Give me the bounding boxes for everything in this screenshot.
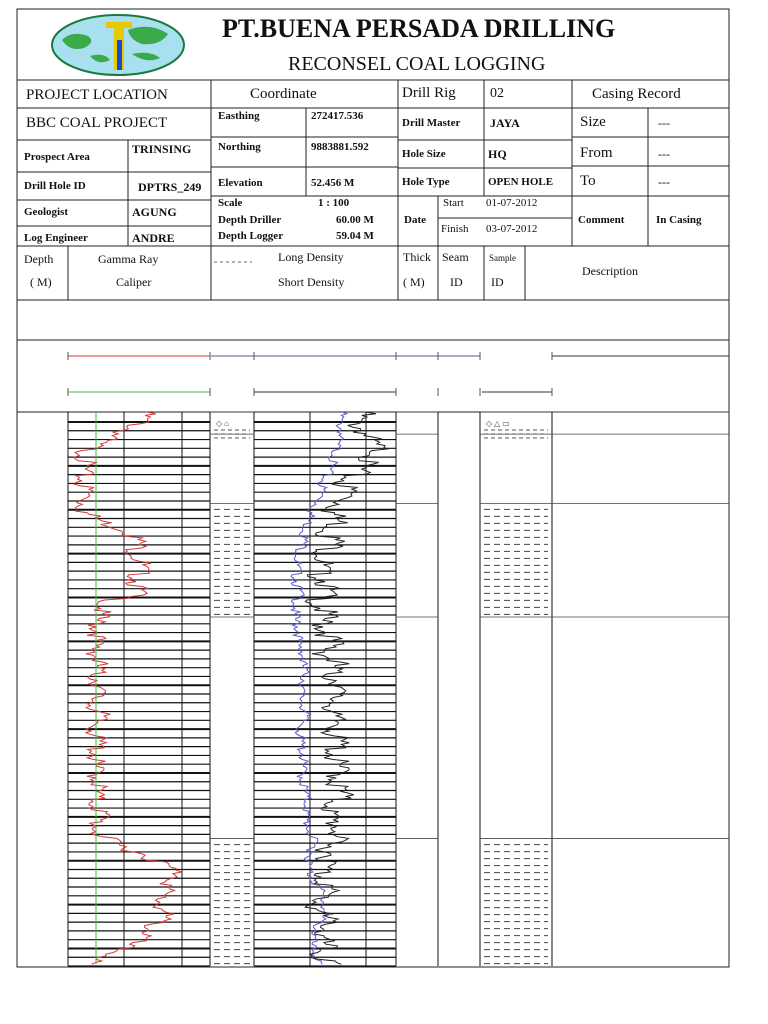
finish-value: 03-07-2012 xyxy=(486,223,538,235)
prospect-area-value: TRINSING xyxy=(132,142,192,156)
hole-size-label: Hole Size xyxy=(402,148,446,160)
seam-header: Seam xyxy=(442,250,469,264)
depth-column-header: Depth xyxy=(24,252,54,266)
scale-label: Scale xyxy=(218,197,243,209)
project-location-heading: PROJECT LOCATION xyxy=(26,87,168,103)
comment-label: Comment xyxy=(578,214,625,226)
casing-size-value: --- xyxy=(658,116,670,130)
start-label: Start xyxy=(443,197,464,209)
easting-value: 272417.536 xyxy=(311,110,364,122)
drill-rig-label: Drill Rig xyxy=(402,85,456,101)
date-label: Date xyxy=(404,214,426,226)
drill-master-label: Drill Master xyxy=(402,117,461,129)
casing-size-label: Size xyxy=(580,114,606,130)
northing-value: 9883881.592 xyxy=(311,141,369,153)
overburden-mark: ◇ ⌂ xyxy=(216,419,229,428)
drill-hole-value: DPTRS_249 xyxy=(138,180,202,194)
start-value: 01-07-2012 xyxy=(486,197,538,209)
long-density-curve xyxy=(291,412,347,964)
drill-master-value: JAYA xyxy=(490,116,520,130)
drill-hole-label: Drill Hole ID xyxy=(24,180,86,192)
comment-value: In Casing xyxy=(656,214,702,226)
sample-header: Sample xyxy=(489,253,516,263)
casing-to-label: To xyxy=(580,173,596,189)
thick-unit: ( M) xyxy=(403,275,425,289)
company-name: PT.BUENA PERSADA DRILLING xyxy=(222,14,616,43)
log-engineer-label: Log Engineer xyxy=(24,232,88,244)
project-name: BBC COAL PROJECT xyxy=(26,115,168,131)
hole-type-value: OPEN HOLE xyxy=(488,176,554,188)
depth-logger-value: 59.04 M xyxy=(336,230,374,242)
elevation-label: Elevation xyxy=(218,177,263,189)
scale-value: 1 : 100 xyxy=(318,197,350,209)
short-density-header: Short Density xyxy=(278,275,345,289)
casing-record-heading: Casing Record xyxy=(592,86,681,102)
report-subtitle: RECONSEL COAL LOGGING xyxy=(288,53,546,75)
coordinate-heading: Coordinate xyxy=(250,86,317,102)
description-header: Description xyxy=(582,264,638,278)
hole-size-value: HQ xyxy=(488,147,507,161)
overburden-mark: ◇ △ ▭ xyxy=(486,419,510,428)
geologist-value: AGUNG xyxy=(132,205,177,219)
gamma-ray-curve xyxy=(74,412,182,964)
depth-driller-value: 60.00 M xyxy=(336,214,374,226)
log-engineer-value: ANDRE xyxy=(132,231,175,245)
geologist-label: Geologist xyxy=(24,206,68,218)
easting-label: Easthing xyxy=(218,110,260,122)
finish-label: Finish xyxy=(441,223,469,235)
prospect-area-label: Prospect Area xyxy=(24,151,90,163)
seam-id: ID xyxy=(450,275,463,289)
hole-type-label: Hole Type xyxy=(402,176,450,188)
long-density-header: Long Density xyxy=(278,250,344,264)
casing-from-value: --- xyxy=(658,147,670,161)
casing-to-value: --- xyxy=(658,175,670,189)
depth-unit: ( M) xyxy=(30,275,52,289)
caliper-header: Caliper xyxy=(116,275,152,289)
casing-from-label: From xyxy=(580,145,613,161)
sample-id: ID xyxy=(491,275,504,289)
depth-driller-label: Depth Driller xyxy=(218,214,282,226)
drill-rig-value: 02 xyxy=(490,86,504,101)
thick-header: Thick xyxy=(403,250,431,264)
gamma-ray-header: Gamma Ray xyxy=(98,252,159,266)
short-density-curve xyxy=(305,412,387,964)
depth-logger-label: Depth Logger xyxy=(218,230,284,242)
northing-label: Northing xyxy=(218,141,261,153)
elevation-value: 52.456 M xyxy=(311,177,355,189)
